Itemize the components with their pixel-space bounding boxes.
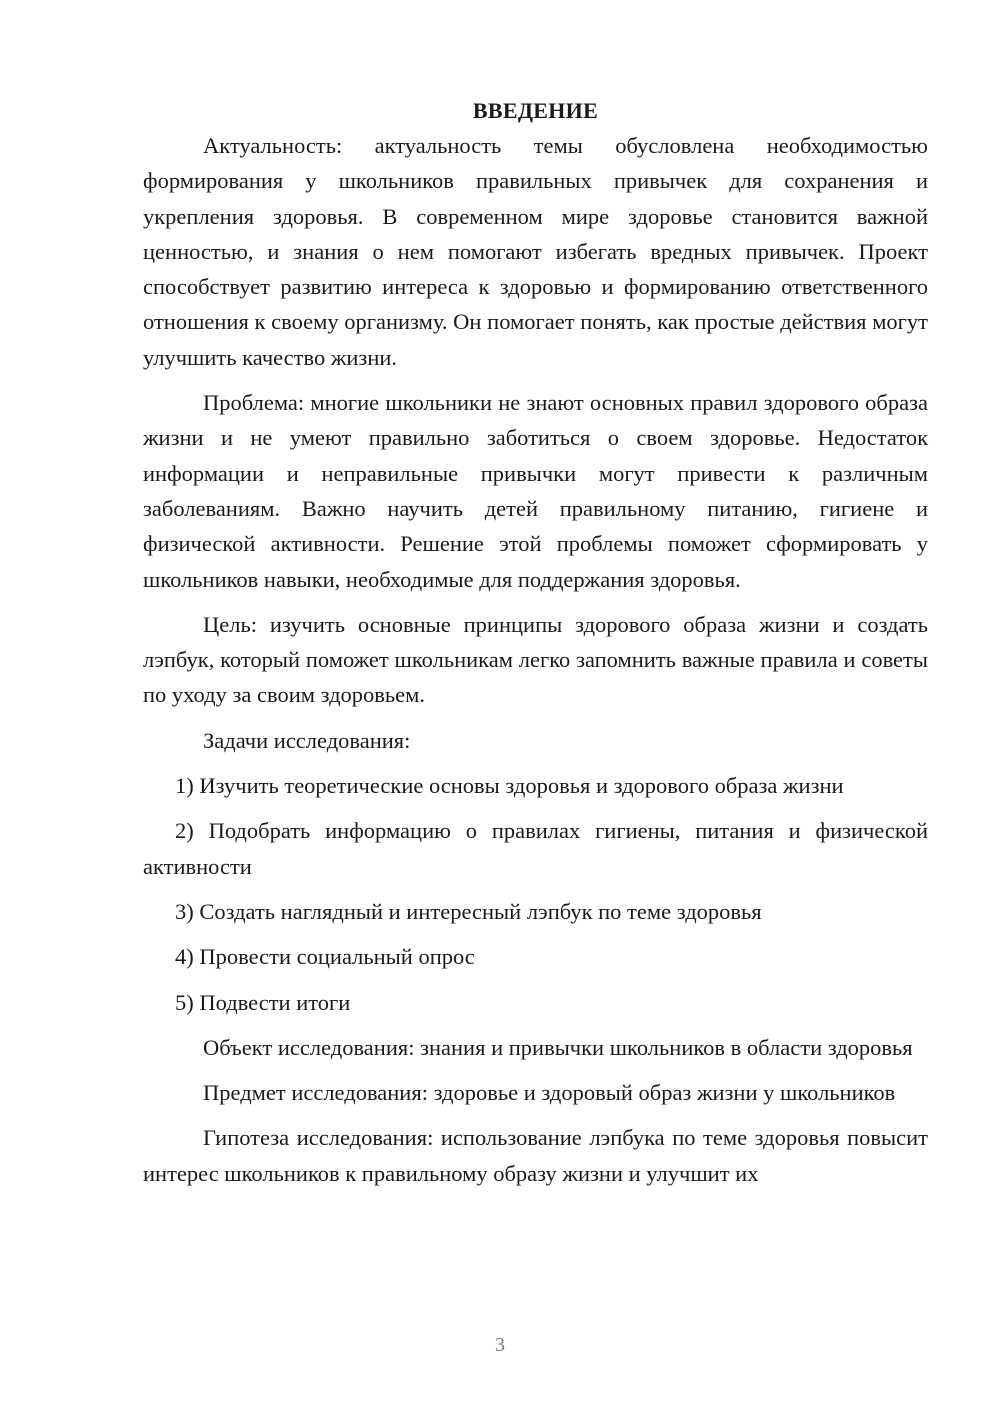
paragraph-object: Объект исследования: знания и привычки школьников в области здоровья (203, 1034, 913, 1060)
paragraph-relevance: Актуальность: актуальность темы обусловлена необходимостью формирования у школьников правильных привычек для сохранения и укрепления здоровья. В современном мире здоровье становится важной ценностью, и знания о нем помогают избегать вредных привычек. Проект способствует развитию интереса к здоровью и формированию ответственного отношения к своему организму. Он помогает понять, как простые действия могут улучшить качество жизни. (143, 133, 928, 370)
document-page (143, 94, 928, 1191)
paragraph-hypothesis: Гипотеза исследования: использование лэпбука по теме здоровья повысит интерес школьников к правильному образу жизни и улучшит их (143, 1125, 928, 1186)
task-item-2: 2) Подобрать информацию о правилах гигиены, питания и физической активности (143, 818, 928, 879)
paragraph-goal: Цель: изучить основные принципы здорового образа жизни и создать лэпбук, который поможет школьникам легко запомнить важные правила и советы по уходу за своим здоровьем. (143, 611, 928, 708)
task-item-3: 3) Создать наглядный и интересный лэпбук по теме здоровья (175, 898, 762, 924)
task-item-5: 5) Подвести итоги (175, 989, 351, 1015)
document-title: ВВЕДЕНИЕ (472, 98, 599, 123)
paragraph-problem: Проблема: многие школьники не знают основных правил здорового образа жизни и не умеют правильно заботиться о своем здоровье. Недостаток информации и неправильные привычки могут привести к различным заболеваниям. Важно научить детей правильному питанию, гигиене и физической активности. Решение этой проблемы поможет сформировать у школьников навыки, необходимые для поддержания здоровья. (143, 390, 928, 592)
paragraph-subject: Предмет исследования: здоровье и здоровый образ жизни у школьников (203, 1080, 896, 1106)
page-number: 3 (495, 1334, 505, 1356)
task-item-1: 1) Изучить теоретические основы здоровья и здорового образа жизни (175, 773, 844, 799)
task-item-4: 4) Провести социальный опрос (175, 944, 475, 970)
tasks-heading: Задачи исследования: (203, 727, 411, 753)
